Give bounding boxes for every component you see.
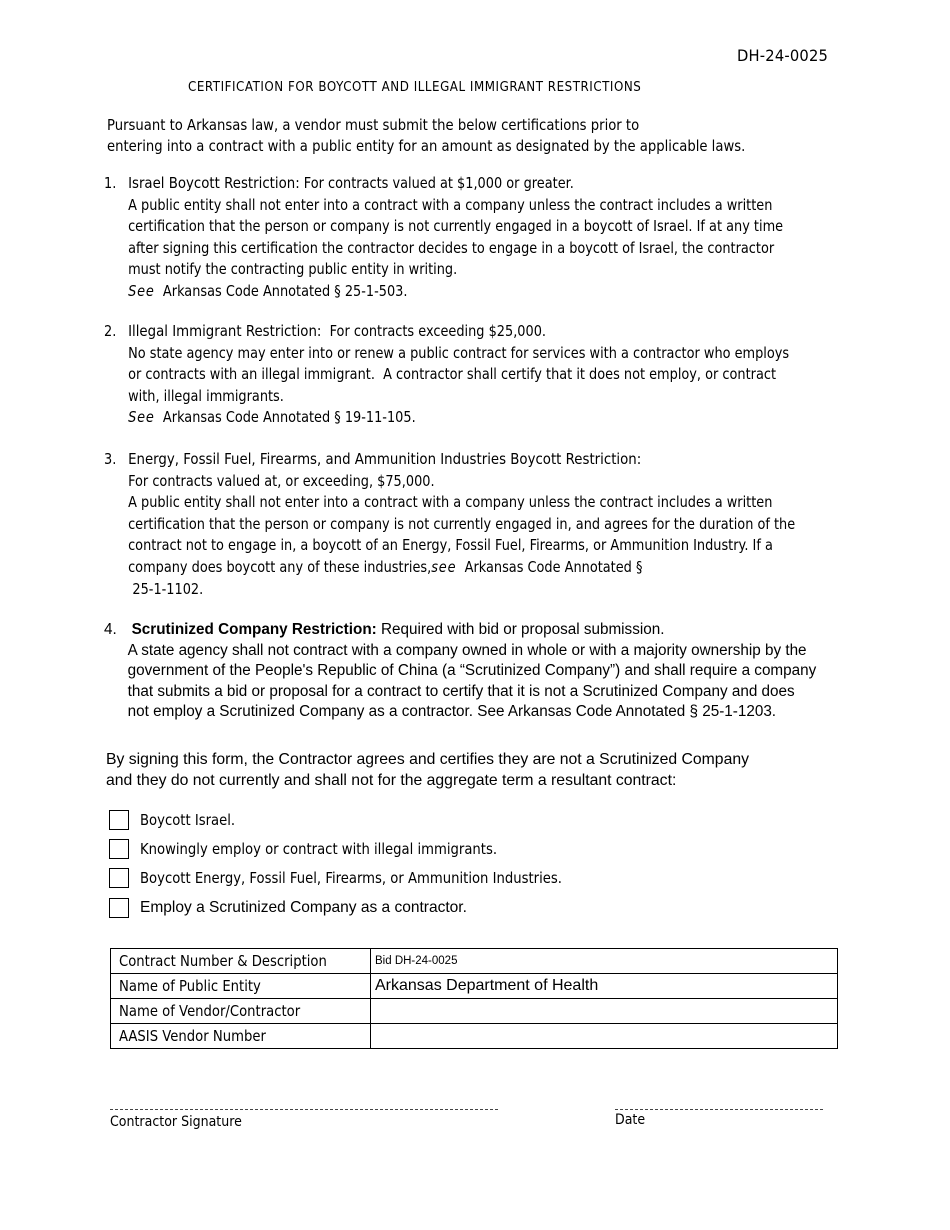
checkbox-row-energy-boycott [109,866,620,890]
section-number: 4. [104,621,117,638]
public-entity-label: Name of Public Entity [119,977,261,995]
table-label-cell [111,1024,371,1049]
section-citation: Arkansas Code Annotated § 19-11-105. [162,408,416,427]
section-body-line: or contracts with an illegal immigrant. A contractor shall certify that it does not employ, or contract [128,365,777,384]
section-body-line: A public entity shall not enter into a contract with a company unless the contract includes a written [128,195,773,214]
section-body-line: certification that the person or company is not currently engaged in a boycott of Israel. If at any time [128,217,784,236]
checkbox-label: Knowingly employ or contract with illegal immigrants. [140,840,498,858]
table-row [111,999,838,1024]
date-line[interactable] [615,1103,823,1110]
section-body-line: company does boycott any of these industries, [128,557,432,576]
section-body-line: that submits a bid or proposal for a contract to certify that it is not a Scrutinized Company and does [127,682,795,700]
section-threshold: For contracts exceeding $25,000. [329,322,547,340]
table-row [111,949,838,974]
page-title: CERTIFICATION FOR BOYCOTT AND ILLEGAL IMMIGRANT RESTRICTIONS [188,80,642,95]
agreement-text [106,750,749,791]
section-energy-boycott [104,449,795,600]
table-label-cell [111,999,371,1024]
checkbox-row-scrutinized-company [109,896,477,920]
intro-paragraph [107,115,745,156]
section-israel-boycott [104,173,783,303]
contract-info-table [110,948,838,1049]
intro-line: entering into a contract with a public entity for an amount as designated by the applicable laws. [107,136,746,155]
vendor-name-field[interactable] [371,999,838,1024]
agreement-line: and they do not currently and shall not for the aggregate term a resultant contract: [106,771,677,789]
section-number: 1. [104,174,117,192]
date-label: Date [615,1112,646,1128]
checkbox-row-boycott-israel [109,808,248,832]
table-label-cell [111,949,371,974]
section-scrutinized-company [104,620,816,723]
section-citation: Arkansas Code Annotated § 25-1-503. [162,281,408,300]
section-body-line: government of the People's Republic of China (a “Scrutinized Company”) and shall require a company [127,662,817,679]
aasis-vendor-number-label: AASIS Vendor Number [119,1027,266,1045]
section-body-line: A public entity shall not enter into a contract with a company unless the contract includes a written [128,493,773,512]
see-label: see [431,557,457,576]
document-id: DH-24-0025 [737,46,829,65]
section-body-line: contract not to engage in, a boycott of an Energy, Fossil Fuel, Firearms, or Ammunition Industry. If a [128,536,773,555]
intro-line: Pursuant to Arkansas law, a vendor must submit the below certifications prior to [107,116,640,134]
section-body-line: certification that the person or company is not currently engaged in, and agrees for the duration of the [128,514,796,533]
section-body-line: not employ a Scrutinized Company as a contractor. See Arkansas Code Annotated § 25-1-1203. [127,703,777,720]
section-body-line: No state agency may enter into or renew a public contract for services with a contractor who employs [128,343,790,362]
section-illegal-immigrant [104,321,789,429]
contractor-signature-line[interactable] [110,1103,498,1110]
contractor-signature-label: Contractor Signature [110,1114,242,1130]
section-body-line: after signing this certification the contractor decides to engage in a boycott of Israel, the contractor [128,238,775,257]
agreement-line: By signing this form, the Contractor agrees and certifies they are not a Scrutinized Company [106,751,749,768]
public-entity-field[interactable]: Arkansas Department of Health [371,974,838,999]
aasis-vendor-number-field[interactable] [371,1024,838,1049]
checkbox-scrutinized-company[interactable] [109,898,129,918]
table-row [111,1024,838,1049]
section-heading: Energy, Fossil Fuel, Firearms, and Ammunition Industries Boycott Restriction: [128,450,642,468]
checkbox-label: Boycott Energy, Fossil Fuel, Firearms, or Ammunition Industries. [140,869,562,887]
section-number: 3. [104,450,117,468]
table-row [111,974,838,999]
checkbox-label: Boycott Israel. [140,811,236,829]
checkbox-label: Employ a Scrutinized Company as a contractor. [140,899,467,916]
section-body-line: A state agency shall not contract with a company owned in whole or with a majority ownership by the [127,641,807,659]
contract-number-field[interactable]: Bid DH-24-0025 [371,949,838,974]
see-label: See [128,281,155,300]
vendor-name-label: Name of Vendor/Contractor [119,1002,301,1020]
section-number: 2. [104,322,117,340]
section-citation: 25-1-1102. [132,579,204,598]
section-body-line: must notify the contracting public entity in writing. [128,260,458,279]
section-threshold: Required with bid or proposal submission. [381,621,665,638]
checkbox-boycott-israel[interactable] [109,810,129,830]
checkbox-illegal-immigrants[interactable] [109,839,129,859]
section-threshold: For contracts valued at, or exceeding, $75,000. [128,471,435,490]
section-threshold: For contracts valued at $1,000 or greater. [303,174,574,192]
section-citation-prefix: Arkansas Code Annotated § [464,557,643,576]
section-body-line: with, illegal immigrants. [128,386,284,405]
checkbox-row-illegal-immigrants [109,837,546,861]
contract-number-label: Contract Number & Description [119,952,327,970]
table-label-cell [111,974,371,999]
section-heading: Israel Boycott Restriction: [128,174,300,192]
section-heading: Scrutinized Company Restriction: [131,621,377,638]
section-heading: Illegal Immigrant Restriction: [128,322,322,340]
see-label: See [128,408,155,427]
checkbox-energy-boycott[interactable] [109,868,129,888]
